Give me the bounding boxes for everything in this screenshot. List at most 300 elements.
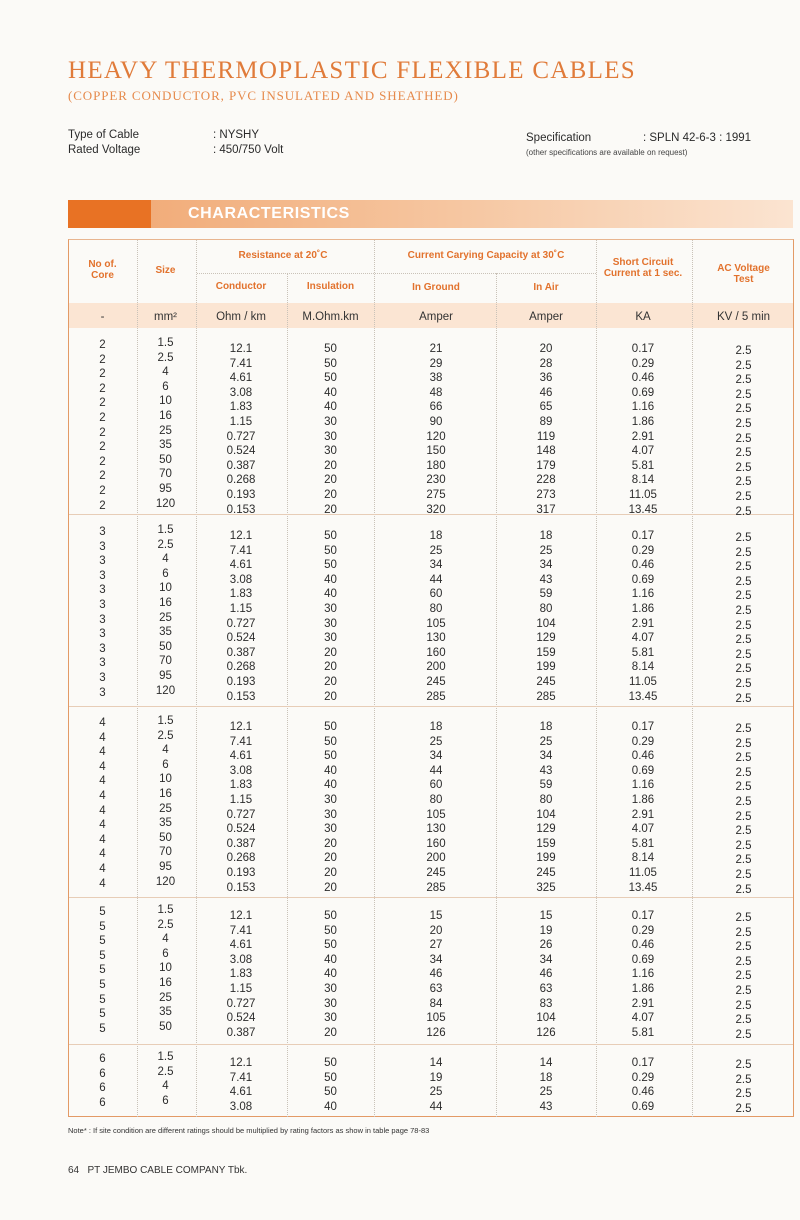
cell-short-circuit: 5.81 — [631, 837, 655, 850]
cell-ac-voltage: 2.5 — [735, 1014, 752, 1027]
cell-ac-voltage: 2.5 — [735, 403, 752, 416]
cell-ac-voltage: 2.5 — [735, 575, 752, 588]
specification-note: (other specifications are available on request) — [526, 148, 688, 157]
cell-in-air: 20 — [539, 343, 553, 355]
cell-short-circuit: 1.86 — [631, 983, 655, 995]
cell-in-ground: 80 — [429, 603, 443, 615]
cell-in-ground: 34 — [429, 953, 443, 966]
cell-in-air: 15 — [539, 910, 553, 922]
cell-short-circuit: 5.81 — [631, 1026, 655, 1039]
cell-short-circuit: 5.81 — [631, 459, 655, 472]
header-resistance: Resistance at 20˚C — [238, 250, 328, 261]
cell-ac-voltage: 2.5 — [735, 796, 752, 808]
cell-conductor: 7.41 — [229, 1071, 253, 1084]
cell-core: 5 — [99, 1008, 106, 1021]
cell-in-ground: 46 — [429, 968, 443, 981]
cell-size: 2.5 — [157, 729, 174, 742]
cell-core: 5 — [99, 964, 106, 977]
cell-in-ground: 25 — [429, 544, 443, 557]
grid-line — [197, 273, 374, 274]
cell-conductor: 0.524 — [226, 445, 256, 458]
cell-in-air: 26 — [539, 939, 553, 952]
cell-short-circuit: 0.46 — [631, 750, 655, 763]
cell-in-ground: 105 — [426, 1012, 446, 1025]
cell-core: 3 — [99, 584, 106, 597]
cell-size: 16 — [159, 410, 172, 422]
cell-ac-voltage: 2.5 — [735, 432, 752, 445]
cell-insulation: 20 — [324, 474, 337, 487]
cell-size: 35 — [159, 1006, 172, 1019]
cell-short-circuit: 13.45 — [628, 690, 658, 703]
cell-core: 4 — [99, 717, 106, 729]
cell-in-air: 34 — [539, 953, 553, 966]
cell-size: 1.5 — [157, 1051, 174, 1063]
cell-conductor: 3.08 — [229, 764, 253, 777]
cell-ac-voltage: 2.5 — [735, 461, 752, 474]
cell-in-ground: 120 — [426, 430, 446, 443]
cell-short-circuit: 2.91 — [631, 808, 655, 821]
cell-core: 2 — [99, 412, 106, 424]
cell-insulation: 50 — [324, 1057, 337, 1069]
cell-short-circuit: 0.69 — [631, 953, 655, 966]
cell-short-circuit: 0.46 — [631, 939, 655, 952]
cell-conductor: 1.83 — [229, 401, 253, 414]
cell-insulation: 40 — [324, 779, 337, 792]
group-separator — [69, 1044, 793, 1045]
cell-conductor: 0.153 — [226, 881, 256, 894]
cell-in-ground: 15 — [429, 910, 443, 922]
cell-in-ground: 29 — [429, 357, 443, 370]
cell-in-ground: 180 — [426, 459, 446, 472]
cell-size: 16 — [159, 977, 172, 989]
characteristics-banner — [68, 200, 793, 228]
cell-insulation: 20 — [324, 1026, 337, 1039]
cell-ac-voltage: 2.5 — [735, 505, 752, 518]
cell-in-air: 104 — [536, 808, 556, 821]
cell-core: 4 — [99, 746, 106, 759]
cell-in-air: 63 — [539, 983, 553, 995]
cell-in-air: 129 — [536, 823, 556, 836]
cell-size: 4 — [162, 933, 169, 946]
cell-ac-voltage: 2.5 — [735, 1073, 752, 1086]
cell-core: 3 — [99, 569, 106, 582]
cell-ac-voltage: 2.5 — [735, 723, 752, 735]
cell-in-ground: 90 — [429, 416, 443, 428]
cell-in-ground: 160 — [426, 837, 446, 850]
cell-size: 95 — [159, 861, 172, 873]
cell-in-air: 59 — [539, 588, 553, 601]
cell-insulation: 50 — [324, 1086, 337, 1099]
cell-insulation: 50 — [324, 750, 337, 763]
cell-in-ground: 275 — [426, 489, 446, 501]
cell-insulation: 20 — [324, 503, 337, 516]
cell-conductor: 12.1 — [229, 910, 253, 922]
cell-short-circuit: 0.46 — [631, 1086, 655, 1099]
cell-core: 5 — [99, 935, 106, 948]
cell-insulation: 30 — [324, 983, 337, 995]
unit-size: mm² — [154, 311, 177, 323]
cell-in-ground: 285 — [426, 881, 446, 894]
grid-line — [596, 240, 597, 1117]
cell-conductor: 0.387 — [226, 837, 256, 850]
cell-insulation: 20 — [324, 459, 337, 472]
cell-in-ground: 38 — [429, 372, 443, 385]
cell-short-circuit: 1.86 — [631, 416, 655, 428]
cell-in-air: 89 — [539, 416, 553, 428]
cell-in-ground: 63 — [429, 983, 443, 995]
group-separator — [69, 897, 793, 898]
cell-size: 1.5 — [157, 337, 174, 349]
cell-insulation: 20 — [324, 489, 337, 501]
cell-in-air: 80 — [539, 603, 553, 615]
unit-ac-voltage: KV / 5 min — [716, 311, 771, 323]
cell-in-air: 65 — [539, 401, 553, 414]
cell-insulation: 30 — [324, 1012, 337, 1025]
cell-in-air: 46 — [539, 968, 553, 981]
cell-in-air: 199 — [536, 852, 556, 865]
cell-ac-voltage: 2.5 — [735, 825, 752, 838]
cell-insulation: 40 — [324, 953, 337, 966]
cell-core: 2 — [99, 426, 106, 439]
cell-in-ground: 245 — [426, 676, 446, 688]
cell-insulation: 20 — [324, 867, 337, 879]
cell-core: 4 — [99, 833, 106, 846]
cell-in-air: 14 — [539, 1057, 553, 1069]
header-in-air: In Air — [533, 282, 559, 293]
cell-insulation: 50 — [324, 1071, 337, 1084]
cell-in-air: 43 — [539, 764, 553, 777]
cell-in-air: 18 — [539, 721, 553, 733]
cell-core: 6 — [99, 1082, 106, 1095]
cell-core: 2 — [99, 397, 106, 410]
cell-size: 50 — [159, 831, 172, 844]
cell-core: 4 — [99, 877, 106, 890]
cell-core: 4 — [99, 790, 106, 802]
cell-short-circuit: 0.29 — [631, 1071, 655, 1084]
specification-value: : SPLN 42-6-3 : 1991 — [643, 132, 752, 144]
cell-insulation: 20 — [324, 881, 337, 894]
cell-insulation: 20 — [324, 690, 337, 703]
cell-insulation: 40 — [324, 386, 337, 399]
cell-ac-voltage: 2.5 — [735, 532, 752, 544]
cell-ac-voltage: 2.5 — [735, 634, 752, 647]
cell-insulation: 50 — [324, 910, 337, 922]
cell-core: 5 — [99, 979, 106, 991]
cell-in-air: 159 — [536, 837, 556, 850]
cell-conductor: 0.153 — [226, 503, 256, 516]
cell-core: 5 — [99, 920, 106, 933]
cell-insulation: 50 — [324, 530, 337, 542]
cell-short-circuit: 0.29 — [631, 924, 655, 937]
cell-short-circuit: 1.16 — [631, 401, 655, 414]
group-separator — [69, 706, 793, 707]
type-of-cable-value: : NYSHY — [213, 129, 260, 141]
cell-size: 70 — [159, 468, 172, 481]
cell-size: 10 — [159, 773, 172, 786]
cell-conductor: 0.524 — [226, 823, 256, 836]
cell-short-circuit: 0.46 — [631, 372, 655, 385]
cell-insulation: 40 — [324, 573, 337, 586]
cell-core: 3 — [99, 526, 106, 538]
cell-ac-voltage: 2.5 — [735, 692, 752, 705]
cell-conductor: 1.15 — [229, 794, 253, 806]
rated-voltage-label: Rated Voltage — [68, 144, 141, 156]
cell-core: 2 — [99, 499, 106, 512]
company-name: PT JEMBO CABLE COMPANY Tbk. — [87, 1165, 248, 1176]
cell-ac-voltage: 2.5 — [735, 561, 752, 574]
cell-size: 50 — [159, 453, 172, 466]
cell-insulation: 30 — [324, 617, 337, 630]
cell-in-ground: 105 — [426, 617, 446, 630]
cell-in-air: 43 — [539, 573, 553, 586]
cell-insulation: 30 — [324, 808, 337, 821]
cell-in-air: 104 — [536, 617, 556, 630]
header-short-circuit: Short Circuit Current at 1 sec. — [603, 257, 683, 279]
cell-in-ground: 20 — [429, 924, 443, 937]
cell-in-air: 43 — [539, 1100, 553, 1113]
cell-ac-voltage: 2.5 — [735, 941, 752, 954]
header-no-core: No of. Core — [88, 259, 117, 281]
cell-short-circuit: 0.29 — [631, 735, 655, 748]
cell-insulation: 40 — [324, 968, 337, 981]
cell-short-circuit: 0.29 — [631, 544, 655, 557]
cell-in-ground: 60 — [429, 588, 443, 601]
cell-conductor: 1.15 — [229, 416, 253, 428]
cell-in-air: 199 — [536, 661, 556, 674]
cell-in-air: 126 — [536, 1026, 556, 1039]
cell-conductor: 1.15 — [229, 983, 253, 995]
cell-insulation: 30 — [324, 603, 337, 615]
cell-in-ground: 200 — [426, 852, 446, 865]
cell-insulation: 30 — [324, 823, 337, 836]
cell-size: 6 — [162, 1094, 169, 1107]
cell-insulation: 20 — [324, 661, 337, 674]
cell-insulation: 30 — [324, 445, 337, 458]
cell-short-circuit: 0.69 — [631, 386, 655, 399]
header-conductor: Conductor — [215, 281, 267, 292]
cell-in-ground: 25 — [429, 1086, 443, 1099]
cell-size: 35 — [159, 626, 172, 639]
cell-size: 4 — [162, 744, 169, 757]
cell-in-ground: 150 — [426, 445, 446, 458]
cell-in-air: 119 — [536, 430, 556, 443]
cell-in-ground: 160 — [426, 646, 446, 659]
cell-core: 5 — [99, 906, 106, 918]
cell-in-air: 159 — [536, 646, 556, 659]
cell-ac-voltage: 2.5 — [735, 447, 752, 460]
cell-conductor: 0.727 — [226, 997, 256, 1010]
cell-conductor: 3.08 — [229, 1100, 253, 1113]
cell-short-circuit: 8.14 — [631, 661, 655, 674]
cell-short-circuit: 5.81 — [631, 646, 655, 659]
characteristics-title: CHARACTERISTICS — [188, 205, 350, 222]
cell-size: 4 — [162, 1080, 169, 1093]
cell-conductor: 0.268 — [226, 852, 256, 865]
cell-size: 25 — [159, 991, 172, 1004]
cell-size: 10 — [159, 962, 172, 975]
cell-in-air: 179 — [536, 459, 556, 472]
cell-size: 6 — [162, 947, 169, 960]
cell-conductor: 4.61 — [229, 939, 253, 952]
cell-core: 2 — [99, 339, 106, 351]
cell-short-circuit: 0.29 — [631, 357, 655, 370]
cell-short-circuit: 13.45 — [628, 881, 658, 894]
cell-ac-voltage: 2.5 — [735, 869, 752, 881]
header-current-capacity: Current Carying Capacity at 30˚C — [407, 250, 565, 261]
cell-insulation: 40 — [324, 401, 337, 414]
cell-in-air: 273 — [536, 489, 556, 501]
cell-size: 6 — [162, 380, 169, 393]
cell-ac-voltage: 2.5 — [735, 374, 752, 387]
cell-in-air: 325 — [536, 881, 556, 894]
cell-size: 2.5 — [157, 538, 174, 551]
cell-in-ground: 84 — [429, 997, 443, 1010]
cell-short-circuit: 2.91 — [631, 430, 655, 443]
cell-core: 2 — [99, 485, 106, 497]
cell-in-ground: 14 — [429, 1057, 443, 1069]
cell-size: 25 — [159, 802, 172, 815]
cell-size: 35 — [159, 439, 172, 452]
cell-ac-voltage: 2.5 — [735, 663, 752, 676]
cell-short-circuit: 0.17 — [631, 1057, 655, 1069]
cell-insulation: 30 — [324, 997, 337, 1010]
cell-size: 6 — [162, 758, 169, 771]
cell-ac-voltage: 2.5 — [735, 926, 752, 939]
cell-size: 16 — [159, 788, 172, 800]
cell-insulation: 50 — [324, 372, 337, 385]
cell-insulation: 50 — [324, 924, 337, 937]
cell-insulation: 50 — [324, 544, 337, 557]
cell-in-ground: 18 — [429, 721, 443, 733]
cell-ac-voltage: 2.5 — [735, 999, 752, 1012]
cell-in-ground: 44 — [429, 1100, 443, 1113]
cell-in-ground: 44 — [429, 764, 443, 777]
cell-ac-voltage: 2.5 — [735, 476, 752, 489]
cell-insulation: 40 — [324, 764, 337, 777]
header-size: Size — [155, 265, 176, 276]
unit-core: - — [100, 311, 105, 323]
cell-in-air: 59 — [539, 779, 553, 792]
cell-in-ground: 80 — [429, 794, 443, 806]
cell-ac-voltage: 2.5 — [735, 766, 752, 779]
cell-short-circuit: 0.17 — [631, 910, 655, 922]
cell-size: 35 — [159, 817, 172, 830]
cell-short-circuit: 0.69 — [631, 764, 655, 777]
cell-in-ground: 130 — [426, 823, 446, 836]
cell-insulation: 20 — [324, 646, 337, 659]
cell-conductor: 4.61 — [229, 559, 253, 572]
cell-conductor: 0.193 — [226, 867, 256, 879]
cell-size: 50 — [159, 1020, 172, 1033]
cell-core: 5 — [99, 993, 106, 1006]
cell-conductor: 1.15 — [229, 603, 253, 615]
cell-core: 4 — [99, 775, 106, 788]
cell-core: 2 — [99, 368, 106, 381]
cell-in-air: 245 — [536, 676, 556, 688]
unit-short-circuit: KA — [635, 311, 651, 323]
cell-in-air: 19 — [539, 924, 553, 937]
unit-in-ground: Amper — [419, 311, 453, 323]
cell-short-circuit: 2.91 — [631, 617, 655, 630]
cell-core: 2 — [99, 353, 106, 366]
cell-short-circuit: 1.16 — [631, 779, 655, 792]
cell-in-air: 18 — [539, 1071, 553, 1084]
cell-core: 4 — [99, 760, 106, 773]
cell-in-air: 83 — [539, 997, 553, 1010]
cell-core: 5 — [99, 949, 106, 962]
cell-ac-voltage: 2.5 — [735, 854, 752, 867]
cell-size: 70 — [159, 655, 172, 668]
cell-core: 4 — [99, 731, 106, 744]
grid-line — [692, 240, 693, 1117]
cell-size: 25 — [159, 611, 172, 624]
page-subtitle: (COPPER CONDUCTOR, PVC INSULATED AND SHEATHED) — [68, 88, 459, 103]
cell-conductor: 0.727 — [226, 430, 256, 443]
cell-insulation: 20 — [324, 837, 337, 850]
cell-core: 3 — [99, 642, 106, 655]
cell-core: 4 — [99, 804, 106, 817]
cell-in-ground: 245 — [426, 867, 446, 879]
cell-ac-voltage: 2.5 — [735, 546, 752, 559]
cell-size: 1.5 — [157, 715, 174, 727]
cell-in-ground: 34 — [429, 559, 443, 572]
cell-ac-voltage: 2.5 — [735, 781, 752, 794]
cell-conductor: 12.1 — [229, 721, 253, 733]
cell-core: 3 — [99, 657, 106, 670]
unit-conductor: Ohm / km — [216, 311, 266, 323]
cell-conductor: 0.524 — [226, 632, 256, 645]
cell-in-ground: 48 — [429, 386, 443, 399]
cell-insulation: 50 — [324, 559, 337, 572]
cell-in-ground: 34 — [429, 750, 443, 763]
grid-line — [374, 240, 375, 1117]
cell-ac-voltage: 2.5 — [735, 883, 752, 896]
cell-in-ground: 126 — [426, 1026, 446, 1039]
cell-short-circuit: 13.45 — [628, 503, 658, 516]
cell-insulation: 50 — [324, 357, 337, 370]
cell-ac-voltage: 2.5 — [735, 1028, 752, 1041]
cell-conductor: 0.387 — [226, 1026, 256, 1039]
cell-in-air: 245 — [536, 867, 556, 879]
cell-ac-voltage: 2.5 — [735, 648, 752, 661]
cell-ac-voltage: 2.5 — [735, 1102, 752, 1115]
cell-ac-voltage: 2.5 — [735, 491, 752, 503]
cell-ac-voltage: 2.5 — [735, 345, 752, 357]
header-ac-voltage: AC Voltage Test — [717, 263, 770, 285]
cell-in-air: 46 — [539, 386, 553, 399]
header-insulation: Insulation — [306, 281, 355, 292]
footnote: Note* : If site condition are different ratings should be multiplied by rating factors as show in table page 78-83 — [68, 1126, 430, 1135]
cell-short-circuit: 0.69 — [631, 573, 655, 586]
cell-short-circuit: 0.46 — [631, 559, 655, 572]
cell-conductor: 7.41 — [229, 357, 253, 370]
cell-insulation: 20 — [324, 676, 337, 688]
cell-in-air: 25 — [539, 735, 553, 748]
cell-core: 4 — [99, 848, 106, 861]
cell-short-circuit: 0.17 — [631, 343, 655, 355]
cell-size: 4 — [162, 366, 169, 379]
page-title: HEAVY THERMOPLASTIC FLEXIBLE CABLES — [68, 57, 636, 84]
cell-short-circuit: 0.17 — [631, 530, 655, 542]
cell-size: 95 — [159, 483, 172, 495]
cell-short-circuit: 1.16 — [631, 968, 655, 981]
cell-conductor: 7.41 — [229, 735, 253, 748]
cell-in-ground: 66 — [429, 401, 443, 414]
cell-short-circuit: 4.07 — [631, 1012, 655, 1025]
cell-conductor: 12.1 — [229, 530, 253, 542]
cell-in-ground: 130 — [426, 632, 446, 645]
cell-conductor: 0.193 — [226, 676, 256, 688]
